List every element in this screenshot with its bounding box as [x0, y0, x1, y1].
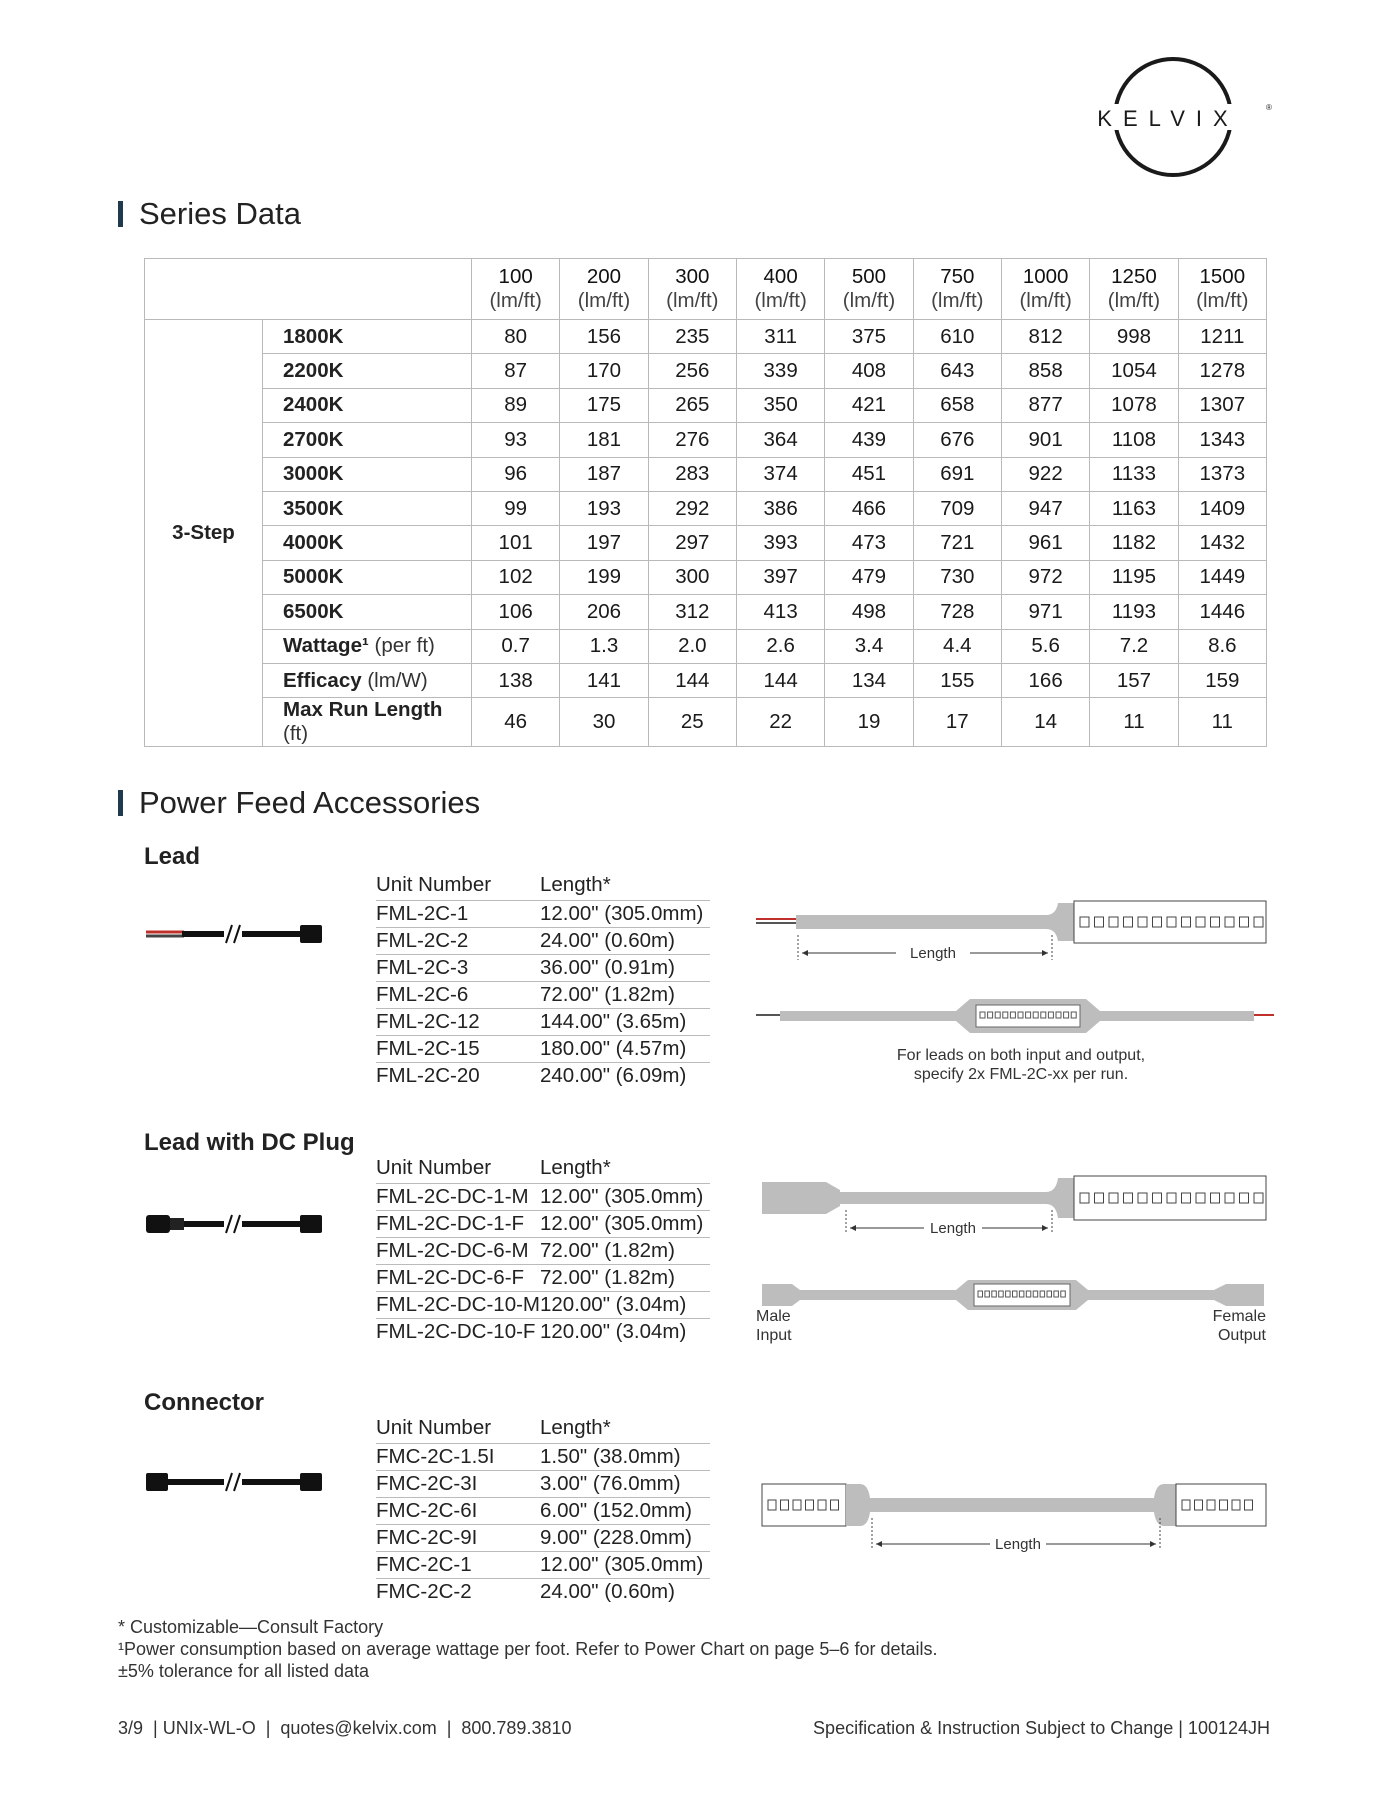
title-bar [118, 201, 123, 227]
series-data-table [144, 258, 1267, 747]
table-cell: 19 [825, 698, 913, 747]
table-cell: 971 [1001, 595, 1089, 629]
row-label: 1800K [263, 320, 472, 354]
table-cell: 30 [560, 698, 648, 747]
col-header [560, 259, 648, 320]
table-cell: 106 [472, 595, 560, 629]
col-length: Length* [540, 1156, 611, 1179]
table-cell: 676 [913, 423, 1001, 457]
table-row [376, 955, 710, 982]
connector-diagram [756, 1478, 1276, 1568]
length-value: 12.00" (305.0mm) [540, 901, 710, 928]
table-cell: 3.4 [825, 629, 913, 663]
table-cell: 265 [648, 388, 736, 422]
table-cell: 2.0 [648, 629, 736, 663]
length-value: 24.00" (0.60m) [540, 928, 710, 955]
col-lm: 1250 [1111, 265, 1157, 288]
length-value: 36.00" (0.91m) [540, 955, 710, 982]
lead-dc-title: Lead with DC Plug [144, 1129, 355, 1156]
col-length: Length* [540, 1416, 611, 1439]
table-cell: 858 [1001, 354, 1089, 388]
table-cell: 374 [736, 457, 824, 491]
lead-dc-table [376, 1155, 710, 1345]
table-cell: 14 [1001, 698, 1089, 747]
table-row [376, 1184, 710, 1211]
table-row [376, 1238, 710, 1265]
unit-number: FML-2C-3 [376, 955, 540, 982]
table-cell: 1278 [1178, 354, 1266, 388]
table-row [376, 1036, 710, 1063]
table-cell: 439 [825, 423, 913, 457]
length-value: 72.00" (1.82m) [540, 1265, 710, 1292]
col-header [736, 259, 824, 320]
row-label: Max Run Length (ft) [263, 698, 472, 747]
connector-cable-photo [144, 1463, 326, 1503]
row-label: 2200K [263, 354, 472, 388]
unit-number: FML-2C-DC-10-M [376, 1292, 540, 1319]
table-cell: 256 [648, 354, 736, 388]
table-cell: 643 [913, 354, 1001, 388]
table-cell: 877 [1001, 388, 1089, 422]
table-cell: 206 [560, 595, 648, 629]
table-row [376, 1063, 710, 1090]
table-row [145, 491, 1267, 525]
table-cell: 1182 [1090, 526, 1178, 560]
unit-number: FML-2C-DC-10-F [376, 1319, 540, 1346]
dc-length-label: Length [930, 1220, 976, 1237]
table-cell: 728 [913, 595, 1001, 629]
table-cell: 901 [1001, 423, 1089, 457]
table-cell: 166 [1001, 663, 1089, 697]
table-cell: 421 [825, 388, 913, 422]
table-row [376, 1444, 710, 1471]
unit-number: FML-2C-DC-1-F [376, 1211, 540, 1238]
col-header [1178, 259, 1266, 320]
table-cell: 144 [736, 663, 824, 697]
table-cell: 276 [648, 423, 736, 457]
table-cell: 473 [825, 526, 913, 560]
col-header [913, 259, 1001, 320]
table-row [145, 388, 1267, 422]
table-cell: 466 [825, 491, 913, 525]
lead-title: Lead [144, 843, 201, 870]
table-cell: 235 [648, 320, 736, 354]
group-label: 3-Step [145, 320, 263, 747]
footer-right: Specification & Instruction Subject to Change | 100124JH [813, 1718, 1270, 1738]
lead-note: For leads on both input and output, specify 2x FML-2C-xx per run. [896, 1047, 1146, 1083]
table-cell: 25 [648, 698, 736, 747]
table-cell: 721 [913, 526, 1001, 560]
table-row [145, 526, 1267, 560]
registered-mark: ® [1266, 103, 1272, 112]
table-row [145, 354, 1267, 388]
table-cell: 87 [472, 354, 560, 388]
table-cell: 297 [648, 526, 736, 560]
length-value: 6.00" (152.0mm) [540, 1498, 710, 1525]
table-cell: 4.4 [913, 629, 1001, 663]
header-blank [145, 259, 472, 320]
length-value: 120.00" (3.04m) [540, 1319, 710, 1346]
table-cell: 312 [648, 595, 736, 629]
power-feed-title: Power Feed Accessories [118, 785, 480, 821]
table-cell: 1108 [1090, 423, 1178, 457]
row-label: 2700K [263, 423, 472, 457]
table-cell: 141 [560, 663, 648, 697]
table-cell: 134 [825, 663, 913, 697]
table-cell: 22 [736, 698, 824, 747]
table-cell: 2.6 [736, 629, 824, 663]
col-unit: (lm/ft) [1196, 289, 1249, 312]
row-label: 5000K [263, 560, 472, 594]
col-lm: 400 [763, 265, 798, 288]
table-row [376, 1579, 710, 1606]
row-label: Wattage¹ (per ft) [263, 629, 472, 663]
length-value: 180.00" (4.57m) [540, 1036, 710, 1063]
table-cell: 1449 [1178, 560, 1266, 594]
table-cell: 947 [1001, 491, 1089, 525]
row-label: Efficacy (lm/W) [263, 663, 472, 697]
table-row [376, 1009, 710, 1036]
col-lm: 100 [498, 265, 533, 288]
table-row [376, 1265, 710, 1292]
col-length: Length* [540, 873, 611, 896]
footnote-tolerance: ±5% tolerance for all listed data [118, 1661, 370, 1681]
footer-left: 3/9 | UNIx-WL-O | quotes@kelvix.com | 800.789.3810 [118, 1718, 572, 1738]
table-cell: 11 [1178, 698, 1266, 747]
table-cell: 292 [648, 491, 736, 525]
table-cell: 1373 [1178, 457, 1266, 491]
table-cell: 1195 [1090, 560, 1178, 594]
unit-number: FML-2C-1 [376, 901, 540, 928]
table-row [145, 457, 1267, 491]
unit-number: FMC-2C-3I [376, 1471, 540, 1498]
length-value: 72.00" (1.82m) [540, 1238, 710, 1265]
table-cell: 498 [825, 595, 913, 629]
table-row [145, 629, 1267, 663]
table-cell: 350 [736, 388, 824, 422]
table-cell: 1.3 [560, 629, 648, 663]
table-cell: 1211 [1178, 320, 1266, 354]
length-value: 9.00" (228.0mm) [540, 1525, 710, 1552]
table-cell: 658 [913, 388, 1001, 422]
table-cell: 1432 [1178, 526, 1266, 560]
table-row [145, 663, 1267, 697]
table-cell: 610 [913, 320, 1001, 354]
table-row [376, 1211, 710, 1238]
col-lm: 200 [586, 265, 622, 288]
unit-number: FML-2C-2 [376, 928, 540, 955]
table-cell: 479 [825, 560, 913, 594]
col-lm: 300 [675, 265, 710, 288]
col-unit: (lm/ft) [842, 289, 896, 312]
row-label: 3000K [263, 457, 472, 491]
col-header [825, 259, 913, 320]
unit-number: FML-2C-DC-6-M [376, 1238, 540, 1265]
unit-number: FMC-2C-1.5I [376, 1444, 540, 1471]
table-cell: 170 [560, 354, 648, 388]
col-unit: (lm/ft) [1019, 289, 1072, 312]
col-unit-number: Unit Number [376, 1416, 492, 1439]
unit-number: FML-2C-DC-6-F [376, 1265, 540, 1292]
table-cell: 80 [472, 320, 560, 354]
unit-number: FMC-2C-2 [376, 1579, 540, 1606]
unit-number: FMC-2C-1 [376, 1552, 540, 1579]
table-cell: 199 [560, 560, 648, 594]
unit-number: FML-2C-DC-1-M [376, 1184, 540, 1211]
connector-table [376, 1415, 710, 1605]
table-row [376, 1525, 710, 1552]
col-header [648, 259, 736, 320]
length-value: 120.00" (3.04m) [540, 1292, 710, 1319]
col-unit: (lm/ft) [1107, 289, 1161, 312]
col-unit-number: Unit Number [376, 873, 492, 896]
table-cell: 193 [560, 491, 648, 525]
table-cell: 17 [913, 698, 1001, 747]
table-cell: 181 [560, 423, 648, 457]
table-cell: 99 [472, 491, 560, 525]
col-header [1001, 259, 1089, 320]
footnote-power: ¹Power consumption based on average wattage per foot. Refer to Power Chart on page 5–6 for details. [118, 1639, 938, 1659]
table-cell: 144 [648, 663, 736, 697]
unit-number: FML-2C-15 [376, 1036, 540, 1063]
table-cell: 408 [825, 354, 913, 388]
col-header [472, 259, 560, 320]
table-cell: 175 [560, 388, 648, 422]
length-value: 24.00" (0.60m) [540, 1579, 710, 1606]
table-cell: 46 [472, 698, 560, 747]
length-value: 72.00" (1.82m) [540, 982, 710, 1009]
col-header [1090, 259, 1178, 320]
table-cell: 386 [736, 491, 824, 525]
table-cell: 691 [913, 457, 1001, 491]
table-cell: 0.7 [472, 629, 560, 663]
table-cell: 283 [648, 457, 736, 491]
table-cell: 197 [560, 526, 648, 560]
connector-title: Connector [144, 1389, 264, 1416]
table-row [376, 1292, 710, 1319]
table-cell: 300 [648, 560, 736, 594]
table-cell: 1054 [1090, 354, 1178, 388]
table-cell: 1133 [1090, 457, 1178, 491]
col-lm: 1000 [1022, 265, 1069, 288]
table-cell: 972 [1001, 560, 1089, 594]
table-cell: 155 [913, 663, 1001, 697]
male-input-label: Male Input [756, 1308, 792, 1344]
table-cell: 375 [825, 320, 913, 354]
length-value: 144.00" (3.65m) [540, 1009, 710, 1036]
table-cell: 812 [1001, 320, 1089, 354]
table-cell: 89 [472, 388, 560, 422]
table-cell: 339 [736, 354, 824, 388]
lead-cable-photo [144, 915, 326, 955]
table-cell: 8.6 [1178, 629, 1266, 663]
unit-number: FMC-2C-9I [376, 1525, 540, 1552]
table-row [376, 901, 710, 928]
unit-number: FML-2C-20 [376, 1063, 540, 1090]
unit-number: FMC-2C-6I [376, 1498, 540, 1525]
col-unit: (lm/ft) [577, 289, 631, 312]
table-cell: 156 [560, 320, 648, 354]
table-cell: 730 [913, 560, 1001, 594]
table-cell: 1343 [1178, 423, 1266, 457]
table-cell: 451 [825, 457, 913, 491]
table-cell: 364 [736, 423, 824, 457]
table-row [145, 595, 1267, 629]
table-cell: 393 [736, 526, 824, 560]
table-cell: 5.6 [1001, 629, 1089, 663]
unit-number: FML-2C-12 [376, 1009, 540, 1036]
table-cell: 998 [1090, 320, 1178, 354]
table-cell: 1163 [1090, 491, 1178, 525]
table-row [376, 928, 710, 955]
col-lm: 500 [851, 265, 887, 288]
table-cell: 311 [736, 320, 824, 354]
row-label: 3500K [263, 491, 472, 525]
table-row [145, 320, 1267, 354]
table-cell: 709 [913, 491, 1001, 525]
length-value: 240.00" (6.09m) [540, 1063, 710, 1090]
col-unit: (lm/ft) [666, 289, 719, 312]
lead-table [376, 872, 710, 1089]
table-cell: 96 [472, 457, 560, 491]
table-cell: 102 [472, 560, 560, 594]
col-unit: (lm/ft) [931, 289, 984, 312]
lead-dc-diagram [756, 1170, 1276, 1330]
table-row [376, 1552, 710, 1579]
col-unit: (lm/ft) [754, 289, 807, 312]
row-label: 4000K [263, 526, 472, 560]
table-cell: 138 [472, 663, 560, 697]
table-cell: 7.2 [1090, 629, 1178, 663]
table-cell: 413 [736, 595, 824, 629]
table-cell: 922 [1001, 457, 1089, 491]
table-row [376, 1498, 710, 1525]
conn-length-label: Length [995, 1536, 1041, 1553]
row-label: 6500K [263, 595, 472, 629]
table-cell: 187 [560, 457, 648, 491]
length-value: 12.00" (305.0mm) [540, 1184, 710, 1211]
length-value: 1.50" (38.0mm) [540, 1444, 710, 1471]
table-row [145, 423, 1267, 457]
table-cell: 1193 [1090, 595, 1178, 629]
table-row [376, 982, 710, 1009]
table-cell: 11 [1090, 698, 1178, 747]
footnotes [118, 1616, 937, 1682]
unit-number: FML-2C-6 [376, 982, 540, 1009]
title-bar [118, 790, 123, 816]
table-cell: 159 [1178, 663, 1266, 697]
length-value: 12.00" (305.0mm) [540, 1211, 710, 1238]
col-unit: (lm/ft) [489, 289, 542, 312]
table-cell: 1078 [1090, 388, 1178, 422]
brand-wordmark: KELVIX [1097, 106, 1239, 131]
col-unit-number: Unit Number [376, 1156, 492, 1179]
lead-length-label: Length [910, 945, 956, 962]
row-label: 2400K [263, 388, 472, 422]
table-cell: 961 [1001, 526, 1089, 560]
table-row [376, 1319, 710, 1346]
kelvix-logo [1068, 52, 1278, 182]
table-cell: 157 [1090, 663, 1178, 697]
table-cell: 397 [736, 560, 824, 594]
table-cell: 101 [472, 526, 560, 560]
col-lm: 750 [940, 265, 975, 288]
table-row [145, 560, 1267, 594]
table-cell: 93 [472, 423, 560, 457]
table-cell: 1307 [1178, 388, 1266, 422]
table-cell: 1409 [1178, 491, 1266, 525]
footnote-customizable: * Customizable—Consult Factory [118, 1617, 384, 1637]
series-data-title: Series Data [118, 196, 301, 232]
table-cell: 1446 [1178, 595, 1266, 629]
table-row [145, 698, 1267, 747]
table-row [376, 1471, 710, 1498]
length-value: 3.00" (76.0mm) [540, 1471, 710, 1498]
female-output-label: Female Output [1212, 1308, 1266, 1344]
lead-dc-cable-photo [144, 1205, 326, 1245]
length-value: 12.00" (305.0mm) [540, 1552, 710, 1579]
col-lm: 1500 [1199, 265, 1246, 288]
